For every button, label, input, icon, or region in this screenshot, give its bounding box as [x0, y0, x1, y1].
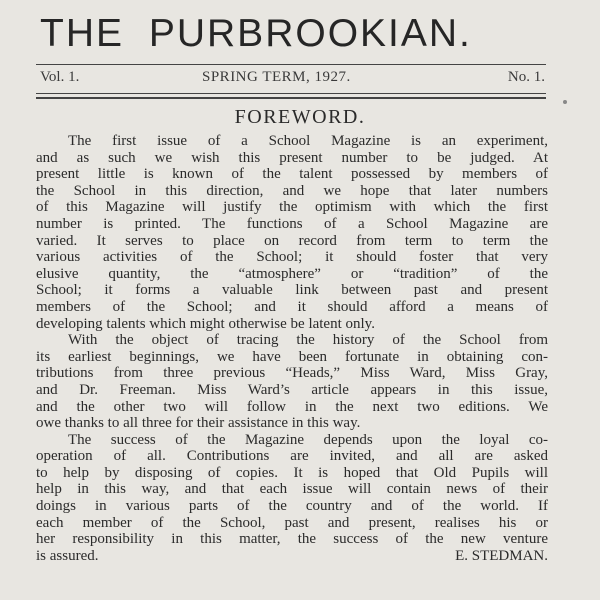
body-line: owe thanks to all three for their assistance in this way. [36, 415, 361, 432]
signature: E. STEDMAN. [455, 547, 548, 564]
body-line: and Dr. Freeman. Miss Ward’s article appears in this issue, [36, 381, 548, 398]
body-line: varied. It serves to place on record from term to term the [36, 232, 548, 249]
body-line: and as such we wish this present number to be judged. At [36, 149, 548, 166]
paper-speck [563, 100, 567, 104]
article-body [36, 133, 548, 564]
body-line: operation of all. Contributions are invited, and all are asked [36, 448, 548, 465]
number-label: No. 1. [507, 69, 545, 85]
body-line: The first issue of a School Magazine is an experiment, [68, 133, 548, 149]
issue-info-line [40, 69, 545, 89]
body-line: its earliest beginnings, we have been fortunate in obtaining con- [36, 348, 548, 365]
volume-label: Vol. 1. [40, 69, 80, 85]
body-line: members of the School; and it should afford a means of [36, 298, 548, 315]
body-line: help in this way, and that each issue will contain news of their [36, 481, 548, 498]
body-line: doings in various parts of the country and of the world. If [36, 498, 548, 515]
masthead-title: THE PURBROOKIAN. [40, 12, 472, 55]
middle-rule [36, 93, 546, 94]
top-rule [36, 64, 546, 65]
term-label: SPRING TERM, 1927. [202, 69, 351, 85]
body-line: number is printed. The functions of a School Magazine are [36, 215, 548, 232]
closing-text: is assured. [36, 547, 99, 564]
body-line: developing talents which might otherwise be latent only. [36, 315, 375, 332]
body-line: School; it forms a valuable link between past and present [36, 282, 548, 299]
closing-line [36, 548, 548, 565]
body-line: With the object of tracing the history of the School from [68, 332, 548, 349]
body-line: The success of the Magazine depends upon the loyal co- [68, 431, 548, 448]
body-line: present little is known of the talent possessed by members of [36, 166, 548, 183]
body-line: elusive quantity, the “atmosphere” or “tradition” of the [36, 265, 548, 282]
body-line: the School in this direction, and we hope that later numbers [36, 182, 548, 199]
body-line: each member of the School, past and present, realises his or [36, 514, 548, 531]
body-line: to help by disposing of copies. It is hoped that Old Pupils will [36, 464, 548, 481]
bottom-rule [36, 97, 546, 99]
body-line: various activities of the School; it should foster that very [36, 249, 548, 266]
body-line: and the other two will follow in the next two editions. We [36, 398, 548, 415]
article-title: FOREWORD. [234, 106, 366, 128]
body-line: of this Magazine will justify the optimism with which the first [36, 199, 548, 216]
body-line: tributions from three previous “Heads,” Miss Ward, Miss Gray, [36, 365, 548, 382]
body-line: her responsibility in this matter, the success of the new venture [36, 531, 548, 548]
